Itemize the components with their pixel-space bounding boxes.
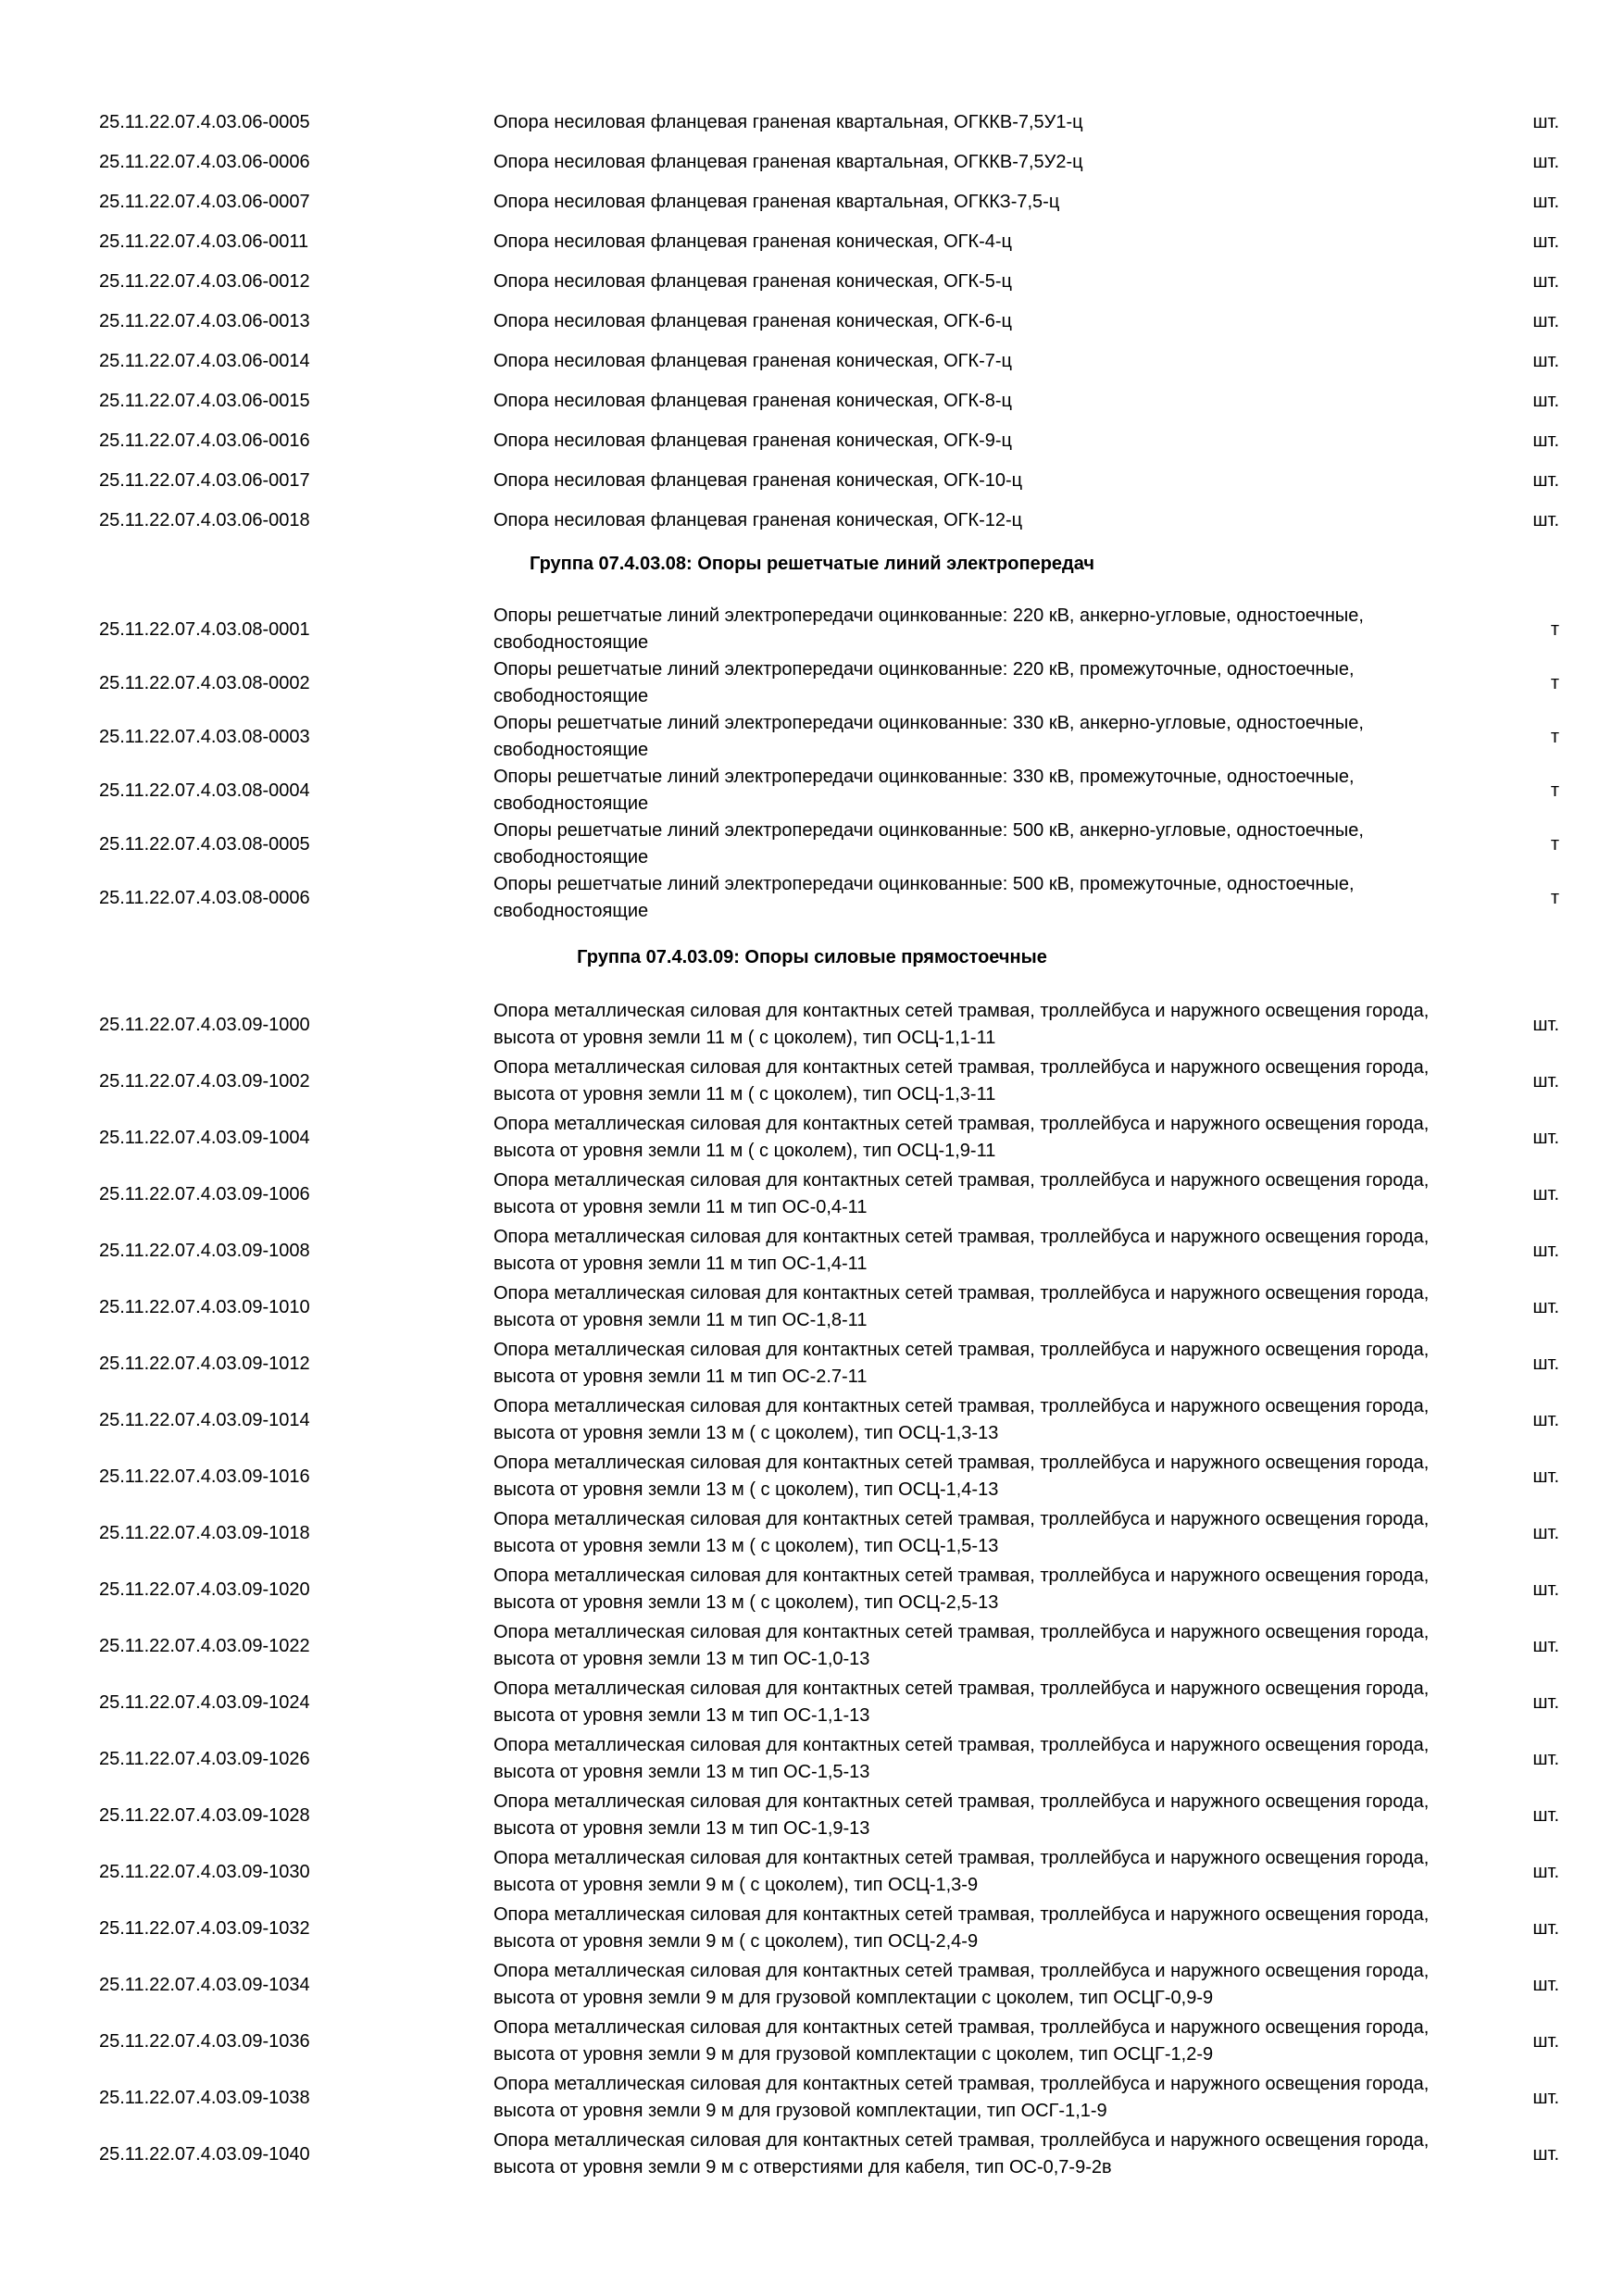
table-row xyxy=(0,2071,1624,2125)
group-heading-09: Группа 07.4.03.09: Опоры силовые прямостоечные xyxy=(577,947,1047,967)
table-row xyxy=(0,502,1624,542)
item-code: 25.11.22.07.4.03.06-0007 xyxy=(99,192,310,212)
item-code: 25.11.22.07.4.03.06-0016 xyxy=(99,430,310,451)
item-unit: шт. xyxy=(1532,1579,1559,1600)
item-code: 25.11.22.07.4.03.09-1040 xyxy=(99,2144,310,2165)
item-code: 25.11.22.07.4.03.09-1016 xyxy=(99,1466,310,1487)
table-row xyxy=(0,1619,1624,1673)
item-name: Опора несиловая фланцевая граненая коническая, ОГК-12-ц xyxy=(493,510,1023,530)
item-unit: т xyxy=(1550,727,1559,747)
item-unit: шт. xyxy=(1532,152,1559,172)
table-row xyxy=(0,422,1624,462)
table-row xyxy=(0,2015,1624,2068)
item-code: 25.11.22.07.4.03.08-0001 xyxy=(99,619,310,640)
item-code: 25.11.22.07.4.03.09-1038 xyxy=(99,2088,310,2108)
item-name: Опора несиловая фланцевая граненая коническая, ОГК-4-ц xyxy=(493,231,1013,252)
item-code: 25.11.22.07.4.03.06-0015 xyxy=(99,391,310,411)
item-unit: шт. xyxy=(1532,1636,1559,1656)
item-name: Опора несиловая фланцевая граненая коническая, ОГК-5-ц xyxy=(493,271,1013,292)
table-row xyxy=(0,263,1624,303)
item-name: Опора металлическая силовая для контактных сетей трамвая, троллейбуса и наружного освещения города, высота от уровня земли 11 м ( с цоколем), тип ОСЦ-1,1-11 xyxy=(493,1001,1430,1048)
item-name: Опора металлическая силовая для контактных сетей трамвая, троллейбуса и наружного освещения города, высота от уровня земли 9 м ( с цоколем), тип ОСЦ-2,4-9 xyxy=(493,1904,1430,1952)
table-row xyxy=(0,1563,1624,1616)
table-row xyxy=(0,764,1624,817)
item-code: 25.11.22.07.4.03.09-1028 xyxy=(99,1805,310,1826)
item-unit: шт. xyxy=(1532,1918,1559,1939)
item-code: 25.11.22.07.4.03.08-0002 xyxy=(99,673,310,693)
table-row xyxy=(0,223,1624,263)
item-name: Опора металлическая силовая для контактных сетей трамвая, троллейбуса и наружного освещения города, высота от уровня земли 9 м ( с цоколем), тип ОСЦ-1,3-9 xyxy=(493,1848,1430,1895)
group-heading-08: Группа 07.4.03.08: Опоры решетчатые линий электропередач xyxy=(530,554,1094,574)
item-unit: шт. xyxy=(1532,311,1559,331)
item-unit: шт. xyxy=(1532,1410,1559,1430)
table-row xyxy=(0,183,1624,223)
item-code: 25.11.22.07.4.03.09-1022 xyxy=(99,1636,310,1656)
item-unit: шт. xyxy=(1532,2031,1559,2052)
table-row xyxy=(0,1506,1624,1560)
item-code: 25.11.22.07.4.03.06-0014 xyxy=(99,351,310,371)
item-unit: шт. xyxy=(1532,1128,1559,1148)
item-name: Опоры решетчатые линий электропередачи оцинкованные: 220 кВ, промежуточные, одностоечные, свободностоящие xyxy=(493,659,1355,706)
item-name: Опора металлическая силовая для контактных сетей трамвая, троллейбуса и наружного освещения города, высота от уровня земли 11 м тип ОС-1,8-11 xyxy=(493,1283,1430,1330)
item-name: Опора металлическая силовая для контактных сетей трамвая, троллейбуса и наружного освещения города, высота от уровня земли 9 м для грузовой комплектации, тип ОСГ-1,1-9 xyxy=(493,2074,1430,2121)
item-unit: шт. xyxy=(1532,1071,1559,1092)
table-row xyxy=(0,144,1624,183)
item-name: Опоры решетчатые линий электропередачи оцинкованные: 500 кВ, промежуточные, одностоечные, свободностоящие xyxy=(493,874,1355,921)
item-name: Опора металлическая силовая для контактных сетей трамвая, троллейбуса и наружного освещения города, высота от уровня земли 11 м ( с цоколем), тип ОСЦ-1,9-11 xyxy=(493,1114,1430,1161)
item-name: Опора металлическая силовая для контактных сетей трамвая, троллейбуса и наружного освещения города, высота от уровня земли 9 м для грузовой комплектации с цоколем, тип ОСЦГ-1,2-9 xyxy=(493,2017,1430,2065)
table-row xyxy=(0,303,1624,343)
item-name: Опора несиловая фланцевая граненая квартальная, ОГККЗ-7,5-ц xyxy=(493,192,1060,212)
table-row xyxy=(0,871,1624,925)
item-code: 25.11.22.07.4.03.09-1002 xyxy=(99,1071,310,1092)
item-unit: шт. xyxy=(1532,271,1559,292)
table-row xyxy=(0,1054,1624,1108)
item-name: Опора несиловая фланцевая граненая коническая, ОГК-8-ц xyxy=(493,391,1013,411)
item-code: 25.11.22.07.4.03.08-0004 xyxy=(99,780,310,801)
item-name: Опора металлическая силовая для контактных сетей трамвая, троллейбуса и наружного освещения города, высота от уровня земли 13 м ( с цоколем), тип ОСЦ-2,5-13 xyxy=(493,1566,1430,1613)
item-code: 25.11.22.07.4.03.09-1004 xyxy=(99,1128,310,1148)
item-code: 25.11.22.07.4.03.09-1010 xyxy=(99,1297,310,1317)
item-code: 25.11.22.07.4.03.09-1020 xyxy=(99,1579,310,1600)
item-unit: шт. xyxy=(1532,1015,1559,1035)
table-row xyxy=(0,1337,1624,1391)
item-unit: т xyxy=(1550,834,1559,855)
item-unit: шт. xyxy=(1532,231,1559,252)
item-unit: шт. xyxy=(1532,2088,1559,2108)
item-name: Опора металлическая силовая для контактных сетей трамвая, троллейбуса и наружного освещения города, высота от уровня земли 13 м тип ОС-1,0-13 xyxy=(493,1622,1430,1669)
item-name: Опора металлическая силовая для контактных сетей трамвая, троллейбуса и наружного освещения города, высота от уровня земли 11 м тип ОС-0,4-11 xyxy=(493,1170,1430,1217)
item-unit: шт. xyxy=(1532,1184,1559,1204)
item-code: 25.11.22.07.4.03.09-1026 xyxy=(99,1749,310,1769)
item-unit: шт. xyxy=(1532,510,1559,530)
item-name: Опора несиловая фланцевая граненая коническая, ОГК-10-ц xyxy=(493,470,1023,491)
item-name: Опора металлическая силовая для контактных сетей трамвая, троллейбуса и наружного освещения города, высота от уровня земли 13 м тип ОС-1,9-13 xyxy=(493,1791,1430,1839)
table-row xyxy=(0,382,1624,422)
table-row xyxy=(0,656,1624,710)
item-name: Опора несиловая фланцевая граненая квартальная, ОГККВ-7,5У2-ц xyxy=(493,152,1083,172)
item-name: Опора металлическая силовая для контактных сетей трамвая, троллейбуса и наружного освещения города, высота от уровня земли 13 м тип ОС-1,1-13 xyxy=(493,1678,1430,1726)
table-row xyxy=(0,1732,1624,1786)
item-unit: шт. xyxy=(1532,470,1559,491)
item-unit: шт. xyxy=(1532,1692,1559,1713)
item-unit: шт. xyxy=(1532,1749,1559,1769)
table-row xyxy=(0,1676,1624,1729)
item-code: 25.11.22.07.4.03.09-1012 xyxy=(99,1354,310,1374)
item-unit: шт. xyxy=(1532,1354,1559,1374)
item-name: Опора металлическая силовая для контактных сетей трамвая, троллейбуса и наружного освещения города, высота от уровня земли 13 м тип ОС-1,5-13 xyxy=(493,1735,1430,1782)
item-code: 25.11.22.07.4.03.09-1036 xyxy=(99,2031,310,2052)
item-name: Опоры решетчатые линий электропередачи оцинкованные: 220 кВ, анкерно-угловые, одностоечные, свободностоящие xyxy=(493,605,1364,653)
item-code: 25.11.22.07.4.03.09-1014 xyxy=(99,1410,310,1430)
item-name: Опора металлическая силовая для контактных сетей трамвая, троллейбуса и наружного освещения города, высота от уровня земли 11 м тип ОС-1,4-11 xyxy=(493,1227,1430,1274)
item-unit: т xyxy=(1550,888,1559,908)
item-unit: шт. xyxy=(1532,1862,1559,1882)
item-code: 25.11.22.07.4.03.09-1018 xyxy=(99,1523,310,1543)
item-unit: шт. xyxy=(1532,1241,1559,1261)
item-name: Опора металлическая силовая для контактных сетей трамвая, троллейбуса и наружного освещения города, высота от уровня земли 9 м для грузовой комплектации с цоколем, тип ОСЦГ-0,9-9 xyxy=(493,1961,1430,2008)
item-code: 25.11.22.07.4.03.09-1034 xyxy=(99,1975,310,1995)
item-code: 25.11.22.07.4.03.06-0017 xyxy=(99,470,310,491)
item-unit: т xyxy=(1550,619,1559,640)
item-unit: шт. xyxy=(1532,1297,1559,1317)
item-code: 25.11.22.07.4.03.09-1000 xyxy=(99,1015,310,1035)
item-code: 25.11.22.07.4.03.09-1008 xyxy=(99,1241,310,1261)
item-name: Опора металлическая силовая для контактных сетей трамвая, троллейбуса и наружного освещения города, высота от уровня земли 13 м ( с цоколем), тип ОСЦ-1,4-13 xyxy=(493,1453,1430,1500)
item-code: 25.11.22.07.4.03.09-1030 xyxy=(99,1862,310,1882)
item-name: Опора несиловая фланцевая граненая коническая, ОГК-9-ц xyxy=(493,430,1013,451)
item-name: Опора металлическая силовая для контактных сетей трамвая, троллейбуса и наружного освещения города, высота от уровня земли 9 м с отверстиями для кабеля, тип ОС-0,7-9-2в xyxy=(493,2130,1430,2177)
item-unit: шт. xyxy=(1532,430,1559,451)
item-unit: шт. xyxy=(1532,1523,1559,1543)
item-code: 25.11.22.07.4.03.06-0012 xyxy=(99,271,310,292)
item-name: Опора металлическая силовая для контактных сетей трамвая, троллейбуса и наружного освещения города, высота от уровня земли 13 м ( с цоколем), тип ОСЦ-1,3-13 xyxy=(493,1396,1430,1443)
item-unit: т xyxy=(1550,673,1559,693)
item-name: Опора несиловая фланцевая граненая коническая, ОГК-6-ц xyxy=(493,311,1013,331)
item-code: 25.11.22.07.4.03.06-0018 xyxy=(99,510,310,530)
table-row xyxy=(0,2128,1624,2181)
item-code: 25.11.22.07.4.03.09-1032 xyxy=(99,1918,310,1939)
table-row xyxy=(0,1958,1624,2012)
item-code: 25.11.22.07.4.03.06-0011 xyxy=(99,231,309,252)
item-name: Опоры решетчатые линий электропередачи оцинкованные: 500 кВ, анкерно-угловые, одностоечные, свободностоящие xyxy=(493,820,1364,867)
item-unit: шт. xyxy=(1532,2144,1559,2165)
item-name: Опора металлическая силовая для контактных сетей трамвая, троллейбуса и наружного освещения города, высота от уровня земли 13 м ( с цоколем), тип ОСЦ-1,5-13 xyxy=(493,1509,1430,1556)
item-name: Опора металлическая силовая для контактных сетей трамвая, троллейбуса и наружного освещения города, высота от уровня земли 11 м ( с цоколем), тип ОСЦ-1,3-11 xyxy=(493,1057,1430,1104)
item-name: Опора металлическая силовая для контактных сетей трамвая, троллейбуса и наружного освещения города, высота от уровня земли 11 м тип ОС-2.7-11 xyxy=(493,1340,1430,1387)
table-row xyxy=(0,710,1624,764)
table-row xyxy=(0,1111,1624,1165)
item-code: 25.11.22.07.4.03.09-1006 xyxy=(99,1184,310,1204)
item-code: 25.11.22.07.4.03.06-0005 xyxy=(99,112,310,132)
item-unit: шт. xyxy=(1532,112,1559,132)
item-unit: шт. xyxy=(1532,1805,1559,1826)
item-code: 25.11.22.07.4.03.08-0005 xyxy=(99,834,310,855)
table-row xyxy=(0,998,1624,1052)
table-row xyxy=(0,1393,1624,1447)
table-row xyxy=(0,1224,1624,1278)
table-row xyxy=(0,462,1624,502)
table-row xyxy=(0,1789,1624,1842)
item-code: 25.11.22.07.4.03.08-0003 xyxy=(99,727,310,747)
table-row xyxy=(0,1450,1624,1504)
item-name: Опора несиловая фланцевая граненая квартальная, ОГККВ-7,5У1-ц xyxy=(493,112,1083,132)
item-unit: шт. xyxy=(1532,1975,1559,1995)
item-name: Опоры решетчатые линий электропередачи оцинкованные: 330 кВ, промежуточные, одностоечные, свободностоящие xyxy=(493,767,1355,814)
table-row xyxy=(0,343,1624,382)
item-unit: шт. xyxy=(1532,351,1559,371)
item-unit: шт. xyxy=(1532,391,1559,411)
table-row xyxy=(0,104,1624,144)
item-name: Опоры решетчатые линий электропередачи оцинкованные: 330 кВ, анкерно-угловые, одностоечные, свободностоящие xyxy=(493,713,1364,760)
item-unit: шт. xyxy=(1532,192,1559,212)
item-code: 25.11.22.07.4.03.06-0013 xyxy=(99,311,310,331)
item-unit: шт. xyxy=(1532,1466,1559,1487)
table-row xyxy=(0,1845,1624,1899)
item-unit: т xyxy=(1550,780,1559,801)
item-name: Опора несиловая фланцевая граненая коническая, ОГК-7-ц xyxy=(493,351,1013,371)
table-row xyxy=(0,1902,1624,1955)
item-code: 25.11.22.07.4.03.08-0006 xyxy=(99,888,310,908)
table-row xyxy=(0,1167,1624,1221)
table-row xyxy=(0,1280,1624,1334)
item-code: 25.11.22.07.4.03.09-1024 xyxy=(99,1692,310,1713)
table-row xyxy=(0,817,1624,871)
table-row xyxy=(0,603,1624,656)
item-code: 25.11.22.07.4.03.06-0006 xyxy=(99,152,310,172)
